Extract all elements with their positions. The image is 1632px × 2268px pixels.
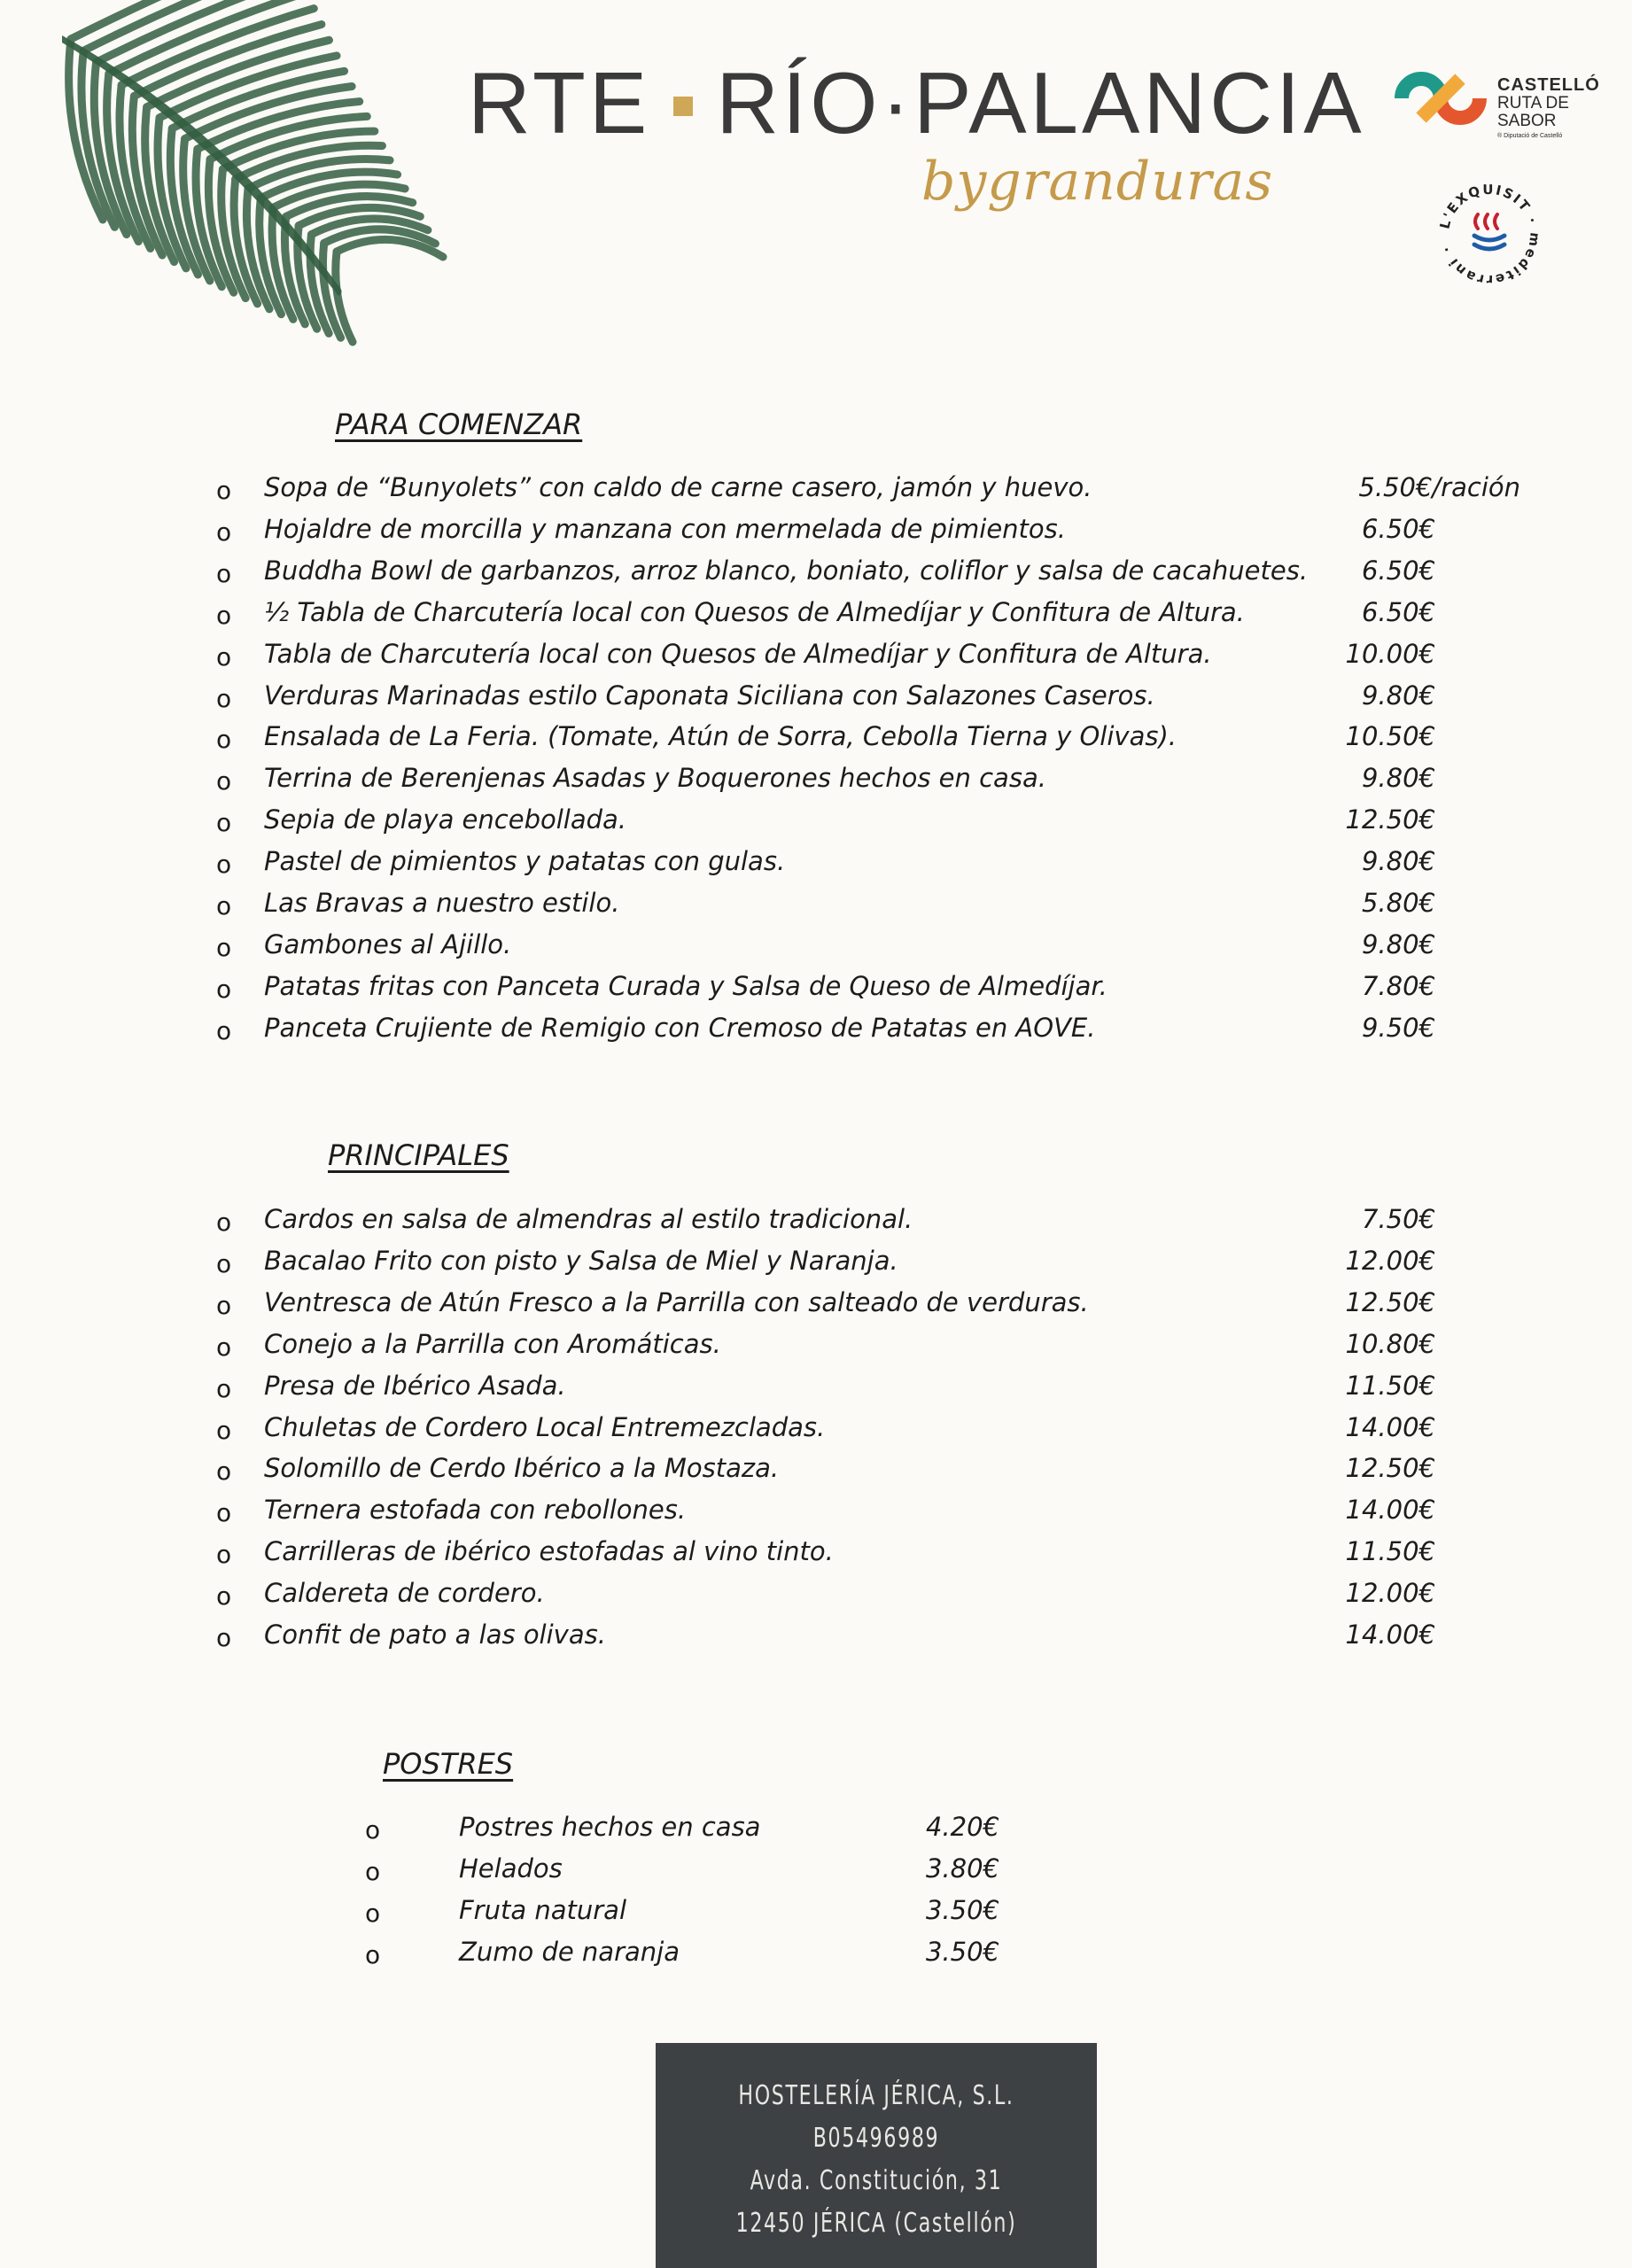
menu-item-name: Las Bravas a nuestro estilo. [264, 888, 620, 918]
footer-cif: B05496989 [812, 2123, 940, 2154]
menu-item [0, 888, 1632, 928]
bullet-icon: o [365, 1899, 381, 1928]
menu-item [0, 1013, 1632, 1053]
bullet-icon: o [216, 1581, 232, 1612]
menu-item [0, 804, 1632, 845]
menu-item-price: 9.80€ [1361, 846, 1435, 877]
bullet-icon: o [216, 476, 232, 505]
menu-item [0, 1937, 1632, 1977]
bullet-icon: o [216, 1332, 232, 1362]
menu-item [0, 1895, 1632, 1936]
menu-item-price: 5.80€ [1361, 888, 1435, 918]
menu-item-price: 10.00€ [1345, 638, 1435, 669]
menu-item [0, 472, 1632, 513]
menu-item-price: 12.00€ [1345, 1245, 1435, 1276]
menu-item [0, 1329, 1632, 1370]
footer-company-box [656, 2043, 1097, 2268]
bullet-icon: o [216, 850, 232, 880]
menu-item-name: Tabla de Charcutería local con Quesos de Almedíjar y Confitura de Altura. [264, 638, 1212, 669]
bullet-icon: o [216, 641, 232, 672]
menu-item [0, 1371, 1632, 1411]
section-title-principales: PRINCIPALES [328, 1138, 509, 1172]
menu-item-price: 5.50€/ración [1358, 472, 1520, 502]
bullet-icon: o [216, 1208, 232, 1237]
bullet-icon: o [216, 1623, 232, 1652]
menu-item [0, 1412, 1632, 1453]
menu-item-price: 6.50€ [1361, 555, 1435, 586]
title-prefix: RTE [468, 54, 651, 151]
section-title-postres: POSTRES [383, 1747, 514, 1781]
menu-item-name: Zumo de naranja [459, 1937, 680, 1967]
bullet-icon: o [216, 974, 232, 1004]
section-title-para-comenzar: PARA COMENZAR [335, 408, 583, 441]
menu-item [0, 1619, 1632, 1660]
bullet-icon: o [216, 1373, 232, 1403]
bullet-icon: o [216, 932, 232, 962]
menu-item [0, 1578, 1632, 1619]
menu-item-name: Hojaldre de morcilla y manzana con mermelada de pimientos. [264, 513, 1066, 544]
bullet-icon: o [216, 1415, 232, 1445]
footer-address: Avda. Constitución, 31 [750, 2165, 1003, 2196]
menu-item [0, 1853, 1632, 1894]
menu-item-name: Caldereta de cordero. [264, 1578, 545, 1609]
menu-item-price: 9.80€ [1361, 928, 1435, 959]
exquisit-logo-icon [1432, 177, 1547, 292]
menu-item-price: 10.50€ [1345, 721, 1435, 752]
bullet-icon: o [216, 1498, 232, 1528]
bullet-icon: o [216, 517, 232, 547]
bullet-icon: o [216, 558, 232, 588]
menu-item-price: 12.50€ [1345, 1286, 1435, 1317]
restaurant-subtitle: bygranduras [921, 151, 1274, 213]
menu-item-price: 4.20€ [925, 1812, 999, 1842]
menu-item [0, 1536, 1632, 1577]
menu-item-name: Sopa de “Bunyolets” con caldo de carne casero, jamón y huevo. [264, 472, 1092, 502]
bullet-icon: o [216, 1290, 232, 1320]
menu-item-price: 9.80€ [1361, 680, 1435, 711]
menu-item-price: 12.50€ [1345, 1453, 1435, 1484]
bullet-icon: o [216, 808, 232, 838]
menu-item-name: Helados [459, 1853, 563, 1884]
menu-item-name: Postres hechos en casa [459, 1812, 761, 1842]
menu-item-price: 3.80€ [925, 1853, 999, 1884]
menu-item [0, 1495, 1632, 1535]
menu-item-name: Ternera estofada con rebollones. [264, 1495, 687, 1526]
menu-item-name: Buddha Bowl de garbanzos, arroz blanco, boniato, coliflor y salsa de cacahuetes. [264, 555, 1309, 586]
menu-item [0, 1204, 1632, 1245]
svg-text:L'EXQUISIT · mediterrani ·: L'EXQUISIT · mediterrani · [1436, 181, 1543, 289]
menu-item [0, 929, 1632, 970]
menu-item-price: 11.50€ [1345, 1370, 1435, 1401]
menu-item-name: Presa de Ibérico Asada. [264, 1370, 566, 1401]
palm-leaf-decoration [62, 0, 523, 399]
menu-item [0, 721, 1632, 762]
menu-item-price: 14.00€ [1345, 1495, 1435, 1526]
menu-item [0, 597, 1632, 638]
menu-item-name: Carrilleras de ibérico estofadas al vino tinto. [264, 1536, 834, 1567]
footer-company: HOSTELERÍA JÉRICA, S.L. [738, 2080, 1014, 2111]
menu-item-price: 7.80€ [1361, 970, 1435, 1001]
bullet-icon: o [216, 1540, 232, 1570]
menu-item-name: Confit de pato a las olivas. [264, 1619, 606, 1650]
menu-item-price: 3.50€ [925, 1937, 999, 1967]
bullet-icon: o [216, 891, 232, 920]
menu-item-price: 9.80€ [1361, 763, 1435, 794]
menu-item-price: 14.00€ [1345, 1411, 1435, 1442]
castello-logo-icon [1393, 67, 1490, 129]
bullet-icon: o [365, 1940, 381, 1969]
bullet-icon: o [365, 1815, 381, 1845]
menu-item-name: Verduras Marinadas estilo Caponata Siciliana con Salazones Caseros. [264, 680, 1155, 711]
bullet-icon: o [216, 683, 232, 713]
title-square-icon [673, 97, 693, 116]
menu-item-name: Pastel de pimientos y patatas con gulas. [264, 846, 786, 877]
menu-item [0, 680, 1632, 721]
menu-item-price: 6.50€ [1361, 596, 1435, 627]
footer-city: 12450 JÉRICA (Castellón) [735, 2208, 1017, 2239]
menu-item-name: Ensalada de La Feria. (Tomate, Atún de Sorra, Cebolla Tierna y Olivas). [264, 721, 1177, 752]
menu-item-name: Bacalao Frito con pisto y Salsa de Miel y Naranja. [264, 1245, 898, 1276]
menu-item-name: Fruta natural [459, 1895, 626, 1925]
menu-item [0, 1453, 1632, 1494]
menu-item [0, 1812, 1632, 1852]
bullet-icon: o [365, 1857, 381, 1886]
menu-item-name: Chuletas de Cordero Local Entremezcladas. [264, 1411, 826, 1442]
bullet-icon: o [216, 766, 232, 796]
menu-item-price: 12.50€ [1345, 804, 1435, 835]
bullet-icon: o [216, 725, 232, 755]
menu-item-price: 12.00€ [1345, 1578, 1435, 1609]
menu-item-price: 14.00€ [1345, 1619, 1435, 1650]
restaurant-title [468, 53, 1365, 153]
menu-item-name: Terrina de Berenjenas Asadas y Boquerones hechos en casa. [264, 763, 1046, 794]
menu-item [0, 1246, 1632, 1286]
menu-item-name: Panceta Crujiente de Remigio con Cremoso de Patatas en AOVE. [264, 1012, 1096, 1043]
menu-item-name: Cardos en salsa de almendras al estilo tradicional. [264, 1204, 913, 1234]
bullet-icon: o [216, 600, 232, 630]
menu-item [0, 639, 1632, 680]
castello-logo-text: CASTELLÓ RUTA DE SABOR ® Diputació de Castelló [1497, 75, 1600, 139]
menu-item-price: 7.50€ [1361, 1204, 1435, 1234]
menu-item-price: 3.50€ [925, 1895, 999, 1925]
menu-item-name: Gambones al Ajillo. [264, 928, 512, 959]
menu-item [0, 1287, 1632, 1328]
menu-item-price: 6.50€ [1361, 513, 1435, 544]
menu-item-name: Patatas fritas con Panceta Curada y Salsa de Queso de Almedíjar. [264, 970, 1107, 1001]
menu-item-name: Ventresca de Atún Fresco a la Parrilla con salteado de verduras. [264, 1286, 1089, 1317]
bullet-icon: o [216, 1248, 232, 1278]
menu-item [0, 763, 1632, 804]
bullet-icon: o [216, 1456, 232, 1487]
menu-item-name: Sepia de playa encebollada. [264, 804, 627, 835]
menu-item-price: 9.50€ [1361, 1012, 1435, 1043]
menu-item-name: ½ Tabla de Charcutería local con Quesos de Almedíjar y Confitura de Altura. [264, 596, 1245, 627]
menu-item [0, 846, 1632, 887]
menu-item [0, 971, 1632, 1012]
menu-item-name: Conejo a la Parrilla con Aromáticas. [264, 1328, 721, 1359]
bullet-icon: o [216, 1015, 232, 1045]
menu-item [0, 514, 1632, 555]
title-name: RÍO·PALANCIA [716, 54, 1365, 151]
menu-item-price: 10.80€ [1345, 1328, 1435, 1359]
menu-item [0, 555, 1632, 596]
menu-item-name: Solomillo de Cerdo Ibérico a la Mostaza. [264, 1453, 780, 1484]
menu-item-price: 11.50€ [1345, 1536, 1435, 1567]
